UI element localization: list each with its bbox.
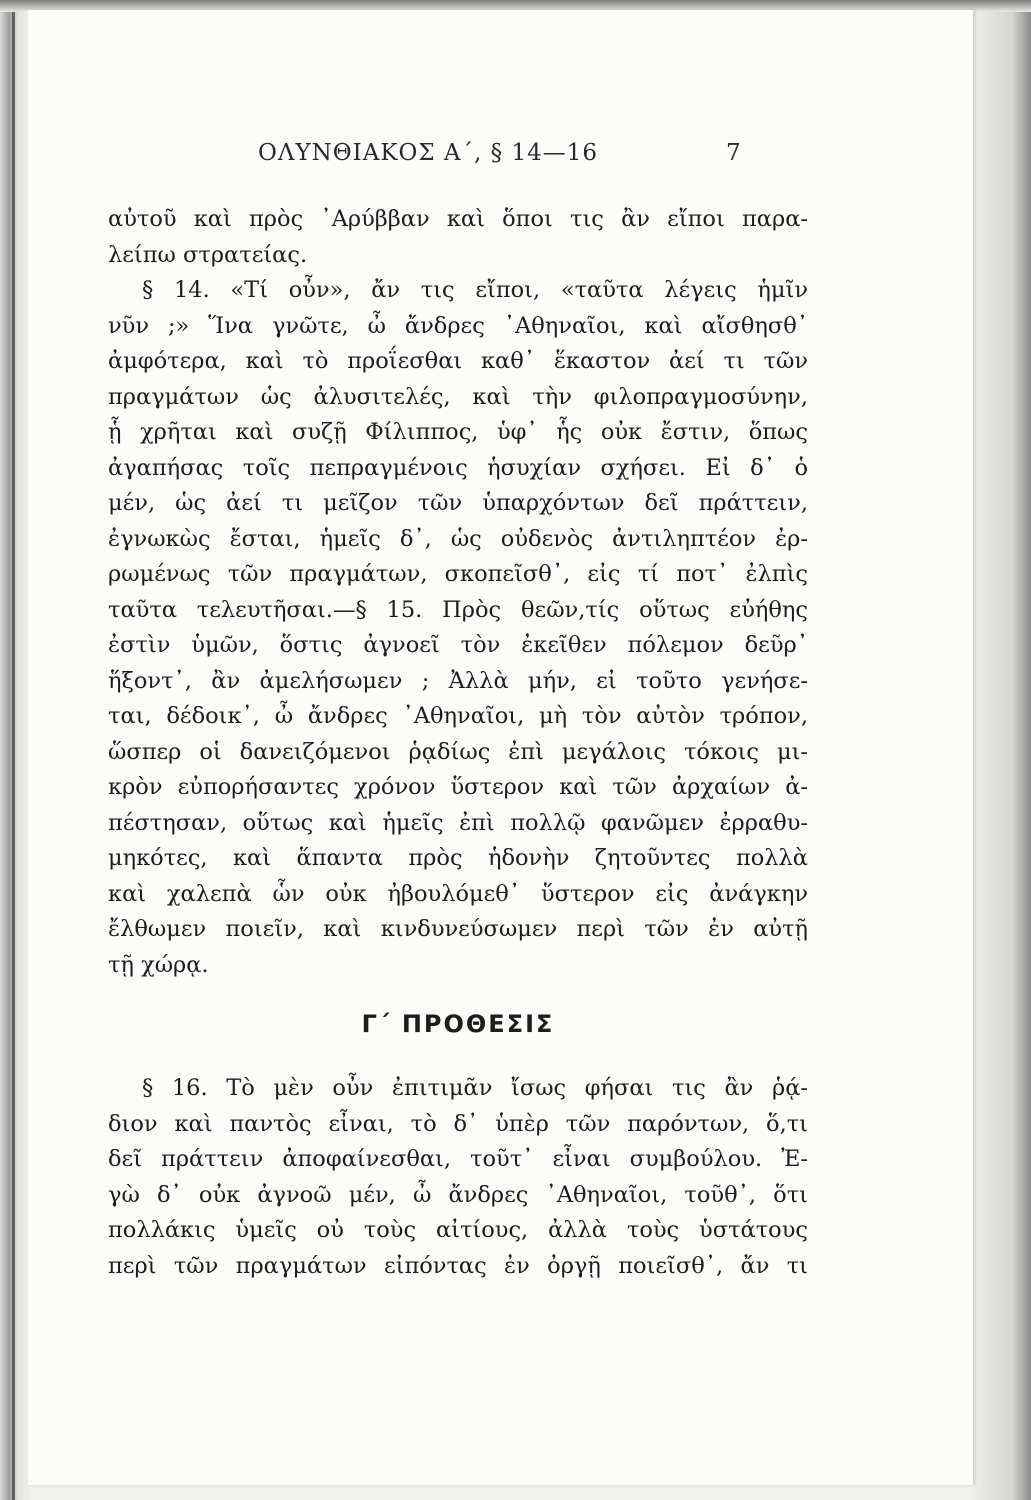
- text-line: ἐγνωκὼς ἔσται, ἡμεῖς δ᾿, ὡς οὐδενὸς ἀντιληπτέον ἐρ-: [108, 525, 808, 552]
- text-line: ἔλθωμεν ποιεῖν, καὶ κινδυνεύσωμεν περὶ τῶν ἐν αὐτῇ: [108, 916, 808, 942]
- text-line: ταῦτα τελευτῆσαι.—§ 15. Πρὸς θεῶν,τίς οὕτως εὐήθης: [108, 596, 808, 623]
- text-line: λείπω στρατείας.: [108, 241, 308, 268]
- text-line: κρὸν εὐπορήσαντες χρόνον ὕστερον καὶ τῶν ἀρχαίων ἀ-: [108, 774, 808, 800]
- text-line: ἀμφότερα, καὶ τὸ προΐεσθαι καθ᾿ ἕκαστον ἀεί τι τῶν: [108, 348, 808, 374]
- text-line: γὼ δ᾿ οὐκ ἀγνοῶ μέν, ὦ ἄνδρες ᾿Αθηναῖοι, τοῦθ᾿, ὅτι: [108, 1181, 808, 1208]
- text-line: περὶ τῶν πραγμάτων εἰπόντας ἐν ὀργῇ ποιεῖσθ᾿, ἄν τι: [108, 1252, 808, 1279]
- text-line: ᾗ χρῆται καὶ συζῇ Φίλιππος, ὑφ᾿ ἧς οὐκ ἔστιν, ὅπως: [108, 419, 808, 445]
- text-line: § 16. Τὸ μὲν οὖν ἐπιτιμᾶν ἴσως φήσαι τις ἂν ῥᾴ-: [142, 1075, 808, 1101]
- running-title: ΟΛΥΝΘΙΑΚΟΣ Α΄, § 14—16: [258, 140, 599, 166]
- text-line: ἥξοντ᾿, ἂν ἀμελήσωμεν ; Ἀλλὰ μήν, εἰ τοῦτο γενήσε-: [108, 667, 808, 694]
- paragraph-sections-14-15: [108, 202, 808, 983]
- text-line: ται, δέδοικ᾿, ὦ ἄνδρες ᾿Αθηναῖοι, μὴ τὸν αὐτὸν τρόπον,: [108, 703, 808, 729]
- text-line: ἐστὶν ὑμῶν, ὅστις ἀγνοεῖ τὸν ἐκεῖθεν πόλεμον δεῦρ᾿: [108, 632, 808, 658]
- page-number: 7: [726, 140, 741, 166]
- text-line: ὥσπερ οἱ δανειζόμενοι ῥᾳδίως ἐπὶ μεγάλοις τόκοις μι-: [108, 738, 808, 765]
- section-heading: Γ΄ ΠΡΟΘΕΣΙΣ: [361, 1010, 555, 1038]
- binding-shadow: [12, 0, 15, 1500]
- text-line: πέστησαν, οὕτως καὶ ἡμεῖς ἐπὶ πολλῷ φανῶμεν ἐρραθυ-: [108, 809, 808, 836]
- text-line: ἀγαπήσας τοῖς πεπραγμένοις ἡσυχίαν σχήσει. Εἰ δ᾿ ὁ: [108, 454, 808, 481]
- text-line: ρωμένως τῶν πραγμάτων, σκοπεῖσθ᾿, εἰς τί ποτ᾿ ἐλπὶς: [108, 561, 808, 587]
- text-line: πραγμάτων ὡς ἀλυσιτελές, καὶ τὴν φιλοπραγμοσύνην,: [108, 383, 808, 410]
- text-line: μηκότες, καὶ ἅπαντα πρὸς ἡδονὴν ζητοῦντες πολλὰ: [108, 845, 808, 871]
- paragraph-section-16: [108, 1071, 808, 1284]
- text-line: αὐτοῦ καὶ πρὸς ᾿Αρύββαν καὶ ὅποι τις ἂν εἴποι παρα-: [108, 206, 808, 232]
- text-line: τῇ χώρᾳ.: [108, 951, 209, 978]
- text-line: μέν, ὡς ἀεί τι μεῖζον τῶν ὑπαρχόντων δεῖ πράττειν,: [108, 490, 808, 516]
- binding-edge: [0, 0, 30, 1500]
- text-line: διον καὶ παντὸς εἶναι, τὸ δ᾿ ὑπὲρ τῶν παρόντων, ὅ,τι: [108, 1110, 808, 1137]
- page-edge-shadow: [969, 0, 1031, 1500]
- text-line: καὶ χαλεπὰ ὧν οὐκ ἠβουλόμεθ᾿ ὕστερον εἰς ἀνάγκην: [108, 880, 808, 907]
- text-line: δεῖ πράττειν ἀποφαίνεσθαι, τοῦτ᾿ εἶναι συμβούλου. Ἐ-: [108, 1146, 808, 1172]
- text-line: πολλάκις ὑμεῖς οὐ τοὺς αἰτίους, ἀλλὰ τοὺς ὑστάτους: [108, 1217, 808, 1243]
- text-line: νῦν ;» Ἵνα γνῶτε, ὦ ἄνδρες ᾿Αθηναῖοι, καὶ αἴσθησθ᾿: [108, 312, 808, 339]
- text-line: § 14. «Τί οὖν», ἄν τις εἴποι, «ταῦτα λέγεις ἡμῖν: [142, 277, 808, 303]
